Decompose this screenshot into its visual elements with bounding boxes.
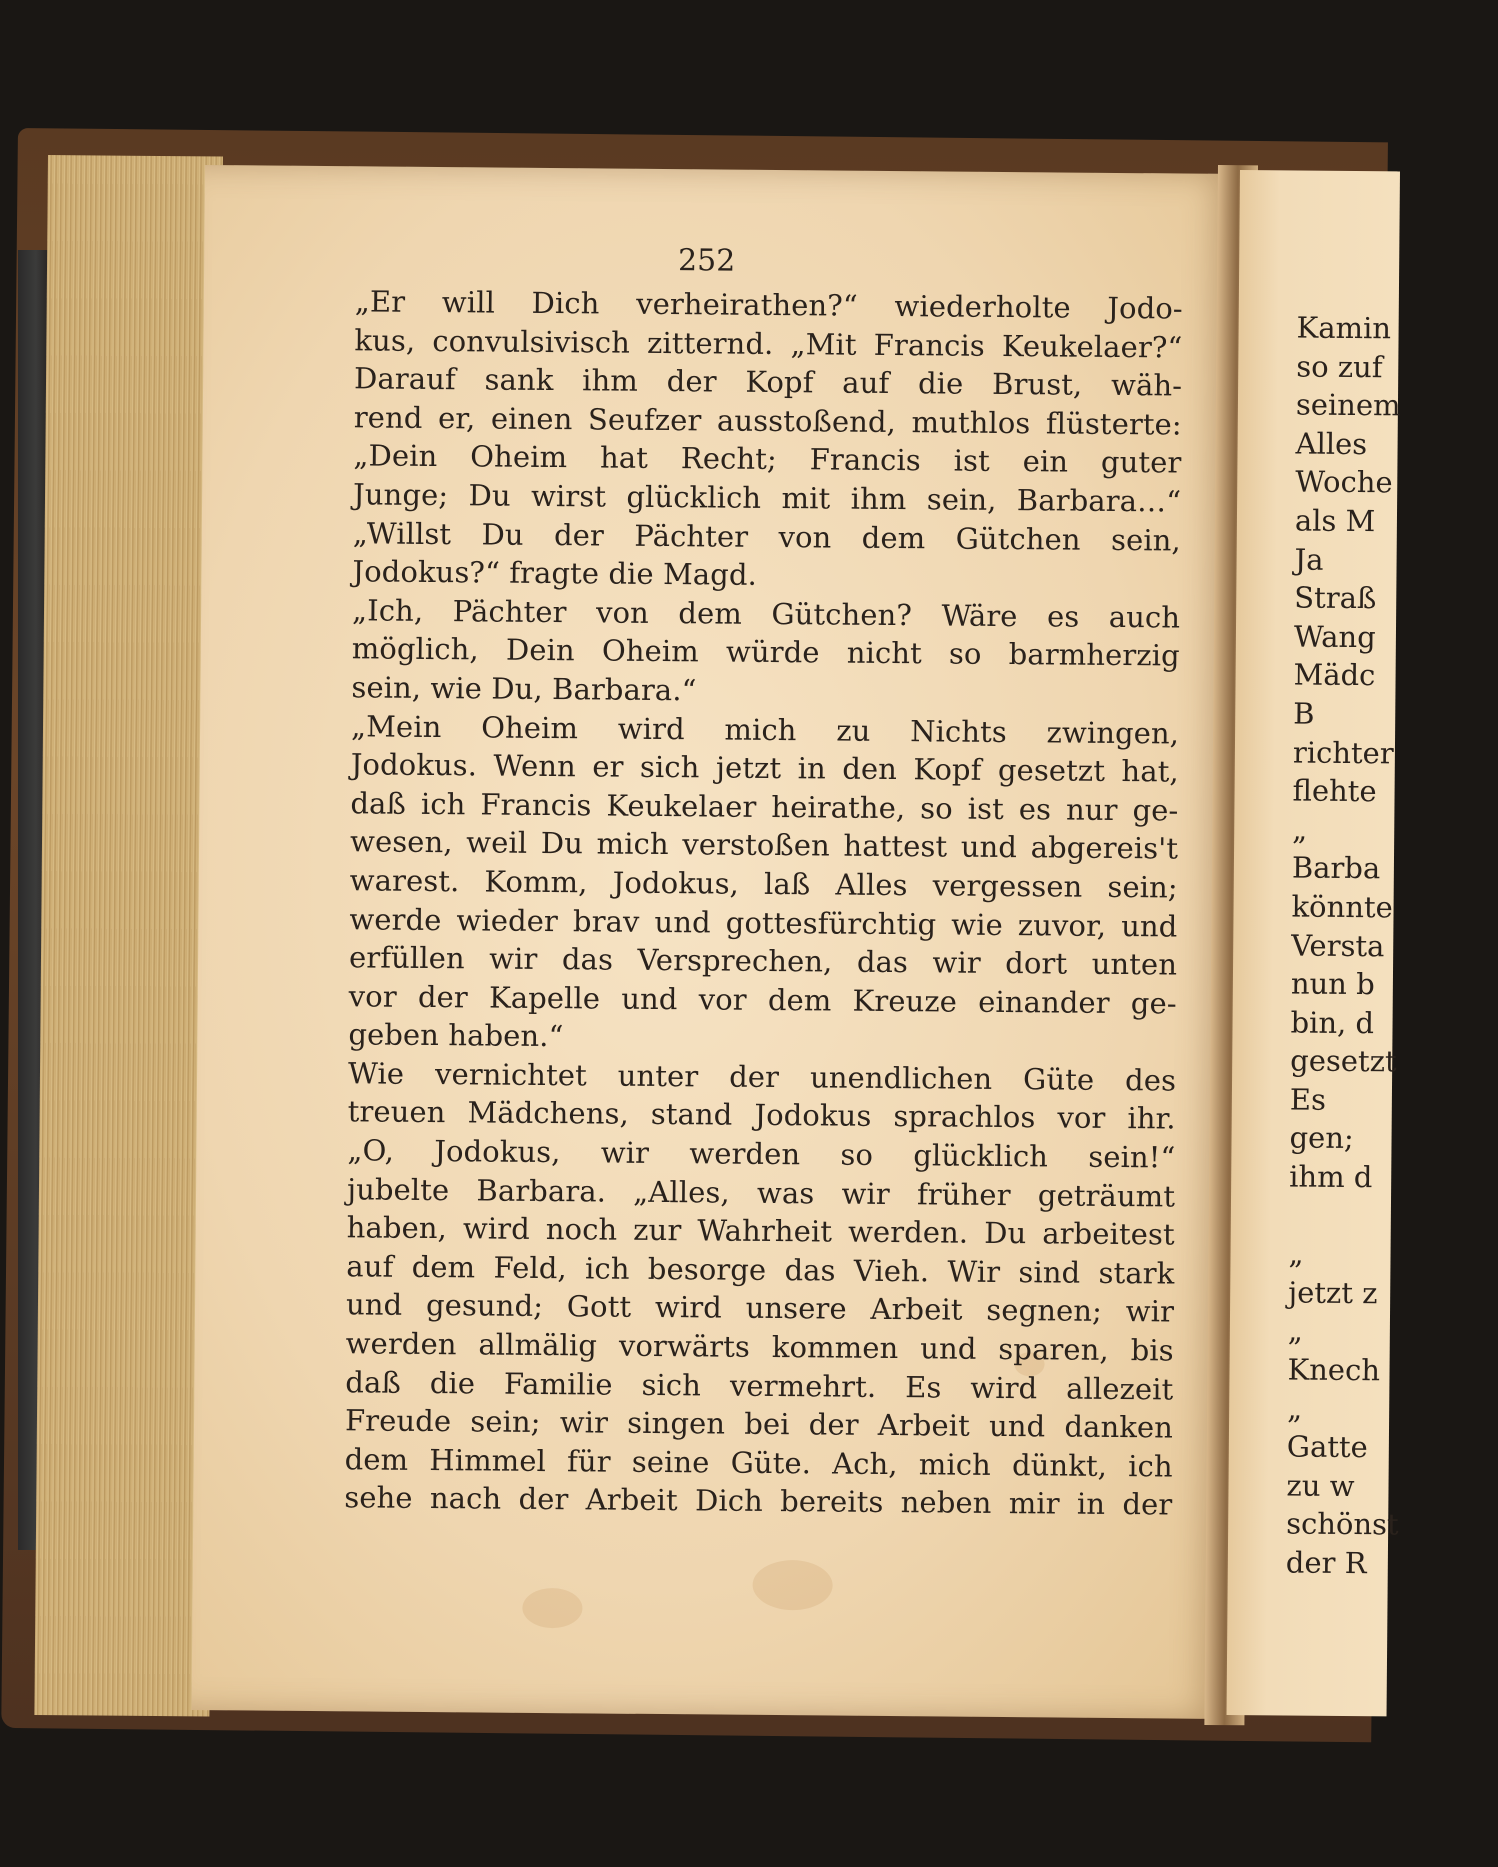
text-line: wesen, weil Du mich verstoßen hattest und abgereis't — [349, 824, 1179, 866]
right-page-line: ihm d — [1289, 1159, 1373, 1195]
right-page-line: schönst — [1286, 1506, 1399, 1542]
right-page — [1227, 170, 1400, 1716]
text-line: dem Himmel für seine Güte. Ach, mich dünkt, ich — [344, 1442, 1173, 1484]
right-page-line — [1289, 1196, 1489, 1236]
text-line: treuen Mädchens, stand Jodokus sprachlos vor ihr. — [347, 1094, 1176, 1136]
right-page-line: gesetzt — [1290, 1043, 1397, 1079]
text-line: jubelte Barbara. „Alles, was wir früher geträumt — [346, 1171, 1176, 1214]
right-page-line: Ja — [1294, 542, 1324, 577]
right-page-line: gen; — [1289, 1120, 1354, 1156]
right-page-line: „ — [1292, 812, 1308, 847]
text-line: daß ich Francis Keukelaer heirathe, so ist es nur ge- — [350, 786, 1179, 828]
right-page-line: flehte — [1292, 773, 1377, 809]
right-page-line: Wang — [1293, 619, 1376, 654]
right-page-text — [1286, 309, 1497, 1584]
text-line: auf dem Feld, ich besorge das Vieh. Wir sind stark — [346, 1249, 1175, 1291]
right-page-line: zu w — [1286, 1468, 1355, 1503]
text-line: erfüllen wir das Versprechen, das wir dort unten — [348, 940, 1178, 982]
right-page-line: Mädc — [1293, 657, 1376, 693]
right-page-line: richter — [1292, 735, 1394, 770]
right-page-line: Gatte — [1286, 1429, 1368, 1465]
text-line: werde wieder brav und gottesfürchtig wie zuvor, und — [349, 901, 1178, 944]
right-page-line: könnte — [1291, 889, 1393, 925]
text-line: Darauf sank ihm der Kopf auf die Brust, wäh- — [353, 361, 1183, 403]
right-page-line: Knech — [1287, 1352, 1381, 1388]
right-page-line: Kamin — [1296, 310, 1392, 346]
text-line: Freude sein; wir singen bei der Arbeit und danken — [344, 1403, 1174, 1445]
text-line: sehe nach der Arbeit Dich bereits neben mir in der — [344, 1480, 1173, 1522]
text-line: werden allmälig vorwärts kommen und sparen, bis — [345, 1326, 1174, 1368]
text-line: Jodokus?“ fragte die Magd. — [352, 554, 758, 592]
right-page-line: „ — [1288, 1236, 1304, 1271]
right-page-line: so zuf — [1296, 349, 1383, 384]
right-page-line: Barba — [1291, 850, 1381, 886]
right-page-line: Straß — [1294, 580, 1377, 616]
text-line: vor der Kapelle und vor dem Kreuze einander ge- — [348, 978, 1177, 1021]
right-page-line: der R — [1285, 1545, 1367, 1581]
text-line: „Willst Du der Pächter von dem Gütchen sein, — [352, 515, 1181, 558]
text-line: „O, Jodokus, wir werden so glücklich sein!“ — [347, 1133, 1176, 1175]
page-body-text — [344, 282, 1183, 1524]
paper-stain — [522, 1588, 582, 1629]
text-line: möglich, Dein Oheim würde nicht so barmherzig — [351, 631, 1180, 673]
text-line: sein, wie Du, Barbara.“ — [351, 670, 697, 708]
text-line: geben haben.“ — [348, 1017, 564, 1054]
text-line: „Mein Oheim wird mich zu Nichts zwingen, — [350, 708, 1180, 751]
right-page-line: jetzt z — [1288, 1275, 1378, 1311]
right-page-line: „ — [1287, 1391, 1303, 1426]
left-page — [192, 165, 1240, 1719]
right-page-line: nun b — [1290, 966, 1375, 1002]
text-line: daß die Familie sich vermehrt. Es wird allezeit — [345, 1364, 1174, 1407]
right-page-line: Woche — [1295, 464, 1393, 500]
text-line: haben, wird noch zur Wahrheit werden. Du arbeitest — [346, 1210, 1175, 1252]
text-line: Junge; Du wirst glücklich mit ihm sein, Barbara…“ — [352, 477, 1182, 519]
page-number: 252 — [677, 243, 736, 279]
paper-stain — [752, 1560, 832, 1611]
right-page-line: „ — [1287, 1313, 1304, 1349]
right-page-line: B — [1293, 696, 1315, 731]
text-line: Jodokus. Wenn er sich jetzt in den Kopf gesetzt hat, — [350, 747, 1179, 789]
text-line: „Dein Oheim hat Recht; Francis ist ein guter — [353, 438, 1182, 480]
text-line: und gesund; Gott wird unsere Arbeit segnen; wir — [345, 1287, 1175, 1329]
text-line: Wie vernichtet unter der unendlichen Güte des — [347, 1056, 1177, 1098]
text-line: warest. Komm, Jodokus, laß Alles vergessen sein; — [349, 863, 1178, 905]
right-page-line: Es — [1289, 1082, 1327, 1117]
text-line: kus, convulsivisch zitternd. „Mit Francis Keukelaer?“ — [354, 322, 1183, 365]
text-line: „Ich, Pächter von dem Gütchen? Wäre es auch — [351, 593, 1181, 635]
right-page-line: Alles — [1295, 426, 1368, 461]
right-page-line: als M — [1294, 503, 1376, 539]
right-page-line: Versta — [1291, 927, 1385, 963]
right-page-line: bin, d — [1290, 1005, 1375, 1040]
text-line: rend er, einen Seufzer ausstoßend, muthlos flüsterte: — [353, 400, 1182, 442]
right-page-line: seinem — [1295, 387, 1401, 423]
text-line: „Er will Dich verheirathen?“ wiederholte Jodo- — [354, 284, 1183, 326]
